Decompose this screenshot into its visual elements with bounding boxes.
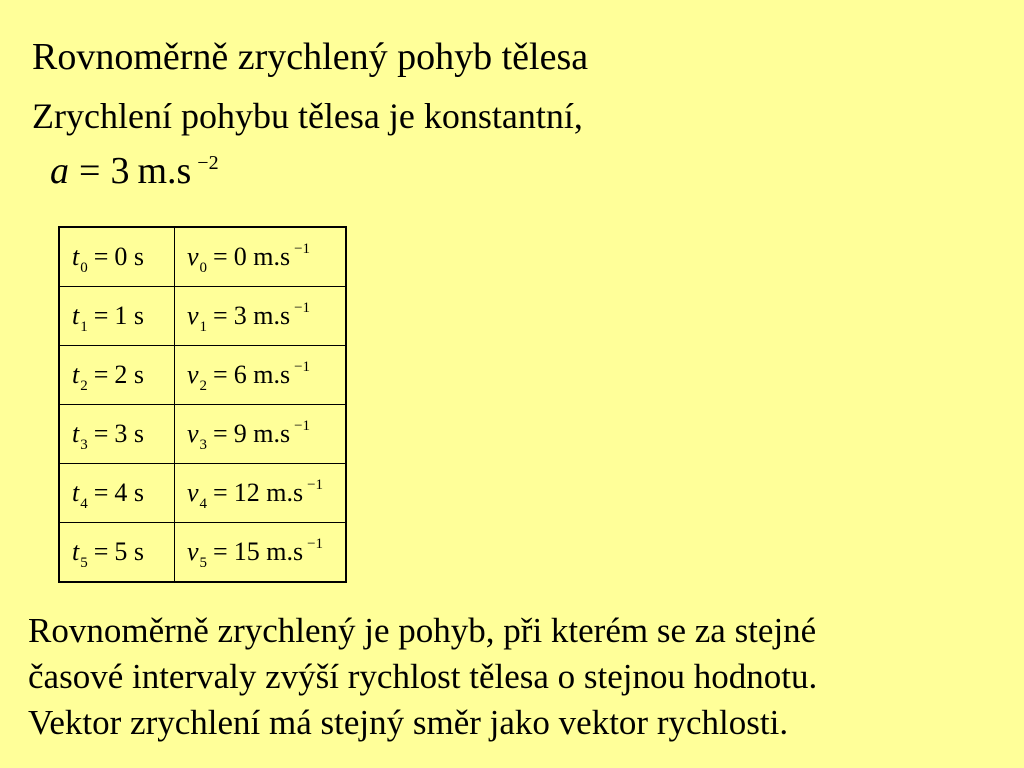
equals-sign: = [213,301,228,330]
equals-sign: = [93,242,109,271]
velocity-symbol: v [187,419,199,448]
table-row [59,523,346,583]
velocity-cell [175,346,347,405]
velocity-value: 15 [233,537,260,566]
equals-sign: = [93,478,109,507]
velocity-exponent: −1 [307,536,324,552]
time-unit: s [133,478,145,507]
time-unit: s [133,537,145,566]
time-subscript: 1 [80,319,88,335]
time-unit: s [133,419,145,448]
time-subscript: 4 [80,496,88,512]
time-value: 4 [114,478,128,507]
definition-line: časové intervaly zvýší rychlost tělesa o stejnou hodnotu. [28,657,818,696]
time-symbol: t [72,478,80,507]
definition-line: Rovnoměrně zrychlený je pohyb, při kterém se za stejné [28,611,817,650]
equals-sign: = [213,242,228,271]
equals-sign: = [93,419,109,448]
time-value: 3 [114,419,128,448]
acceleration-exponent: −2 [197,152,219,174]
velocity-subscript: 0 [199,260,208,276]
equals-sign: = [79,150,101,192]
velocity-cell [175,523,347,583]
velocity-exponent: −1 [294,300,311,316]
equals-sign: = [213,419,228,448]
time-symbol: t [72,242,80,271]
velocity-unit: m.s [253,360,291,389]
velocity-value: 12 [233,478,260,507]
time-unit: s [133,360,145,389]
velocity-subscript: 2 [199,378,208,394]
velocity-cell [175,405,347,464]
acceleration-formula [50,148,219,200]
time-cell [59,405,175,464]
time-cell [59,464,175,523]
time-value: 5 [114,537,128,566]
velocity-symbol: v [187,478,199,507]
time-cell [59,227,175,287]
acceleration-symbol: a [50,150,69,192]
time-unit: s [133,301,145,330]
velocity-value: 3 [233,301,247,330]
table-row [59,346,346,405]
velocity-value: 0 [233,242,247,271]
velocity-unit: m.s [266,478,304,507]
velocity-unit: m.s [253,242,291,271]
velocity-unit: m.s [253,419,291,448]
table-row [59,405,346,464]
equals-sign: = [93,301,109,330]
time-value: 1 [114,301,128,330]
velocity-symbol: v [187,242,199,271]
time-cell [59,287,175,346]
velocity-cell [175,464,347,523]
velocity-cell [175,287,347,346]
time-value: 2 [114,360,128,389]
velocity-unit: m.s [253,301,291,330]
velocity-cell [175,227,347,287]
equals-sign: = [213,537,228,566]
velocity-exponent: −1 [294,418,311,434]
velocity-value: 6 [233,360,247,389]
time-subscript: 5 [80,555,88,571]
time-subscript: 3 [80,437,88,453]
acceleration-value: 3 [110,150,130,192]
time-symbol: t [72,301,80,330]
velocity-symbol: v [187,537,199,566]
velocity-subscript: 4 [199,496,208,512]
equals-sign: = [93,360,109,389]
velocity-subscript: 1 [199,319,208,335]
time-velocity-table [58,226,347,583]
velocity-exponent: −1 [307,477,324,493]
time-cell [59,523,175,583]
intro-text: Zrychlení pohybu tělesa je konstantní, [32,96,583,136]
velocity-subscript: 3 [199,437,208,453]
velocity-value: 9 [233,419,247,448]
time-subscript: 0 [80,260,88,276]
definition-line: Vektor zrychlení má stejný směr jako vektor rychlosti. [28,703,789,742]
time-cell [59,346,175,405]
acceleration-unit: m.s [137,150,192,192]
equals-sign: = [213,478,228,507]
time-symbol: t [72,419,80,448]
velocity-subscript: 5 [199,555,208,571]
definition-text [28,608,817,746]
time-subscript: 2 [80,378,88,394]
equals-sign: = [213,360,228,389]
time-symbol: t [72,537,80,566]
velocity-unit: m.s [266,537,304,566]
slide-title: Rovnoměrně zrychlený pohyb tělesa [32,36,589,78]
table-row [59,287,346,346]
table-row [59,464,346,523]
equals-sign: = [93,537,109,566]
velocity-exponent: −1 [294,359,311,375]
velocity-symbol: v [187,301,199,330]
time-value: 0 [114,242,128,271]
velocity-symbol: v [187,360,199,389]
table-row [59,227,346,287]
velocity-exponent: −1 [294,241,311,257]
time-symbol: t [72,360,80,389]
time-unit: s [133,242,145,271]
